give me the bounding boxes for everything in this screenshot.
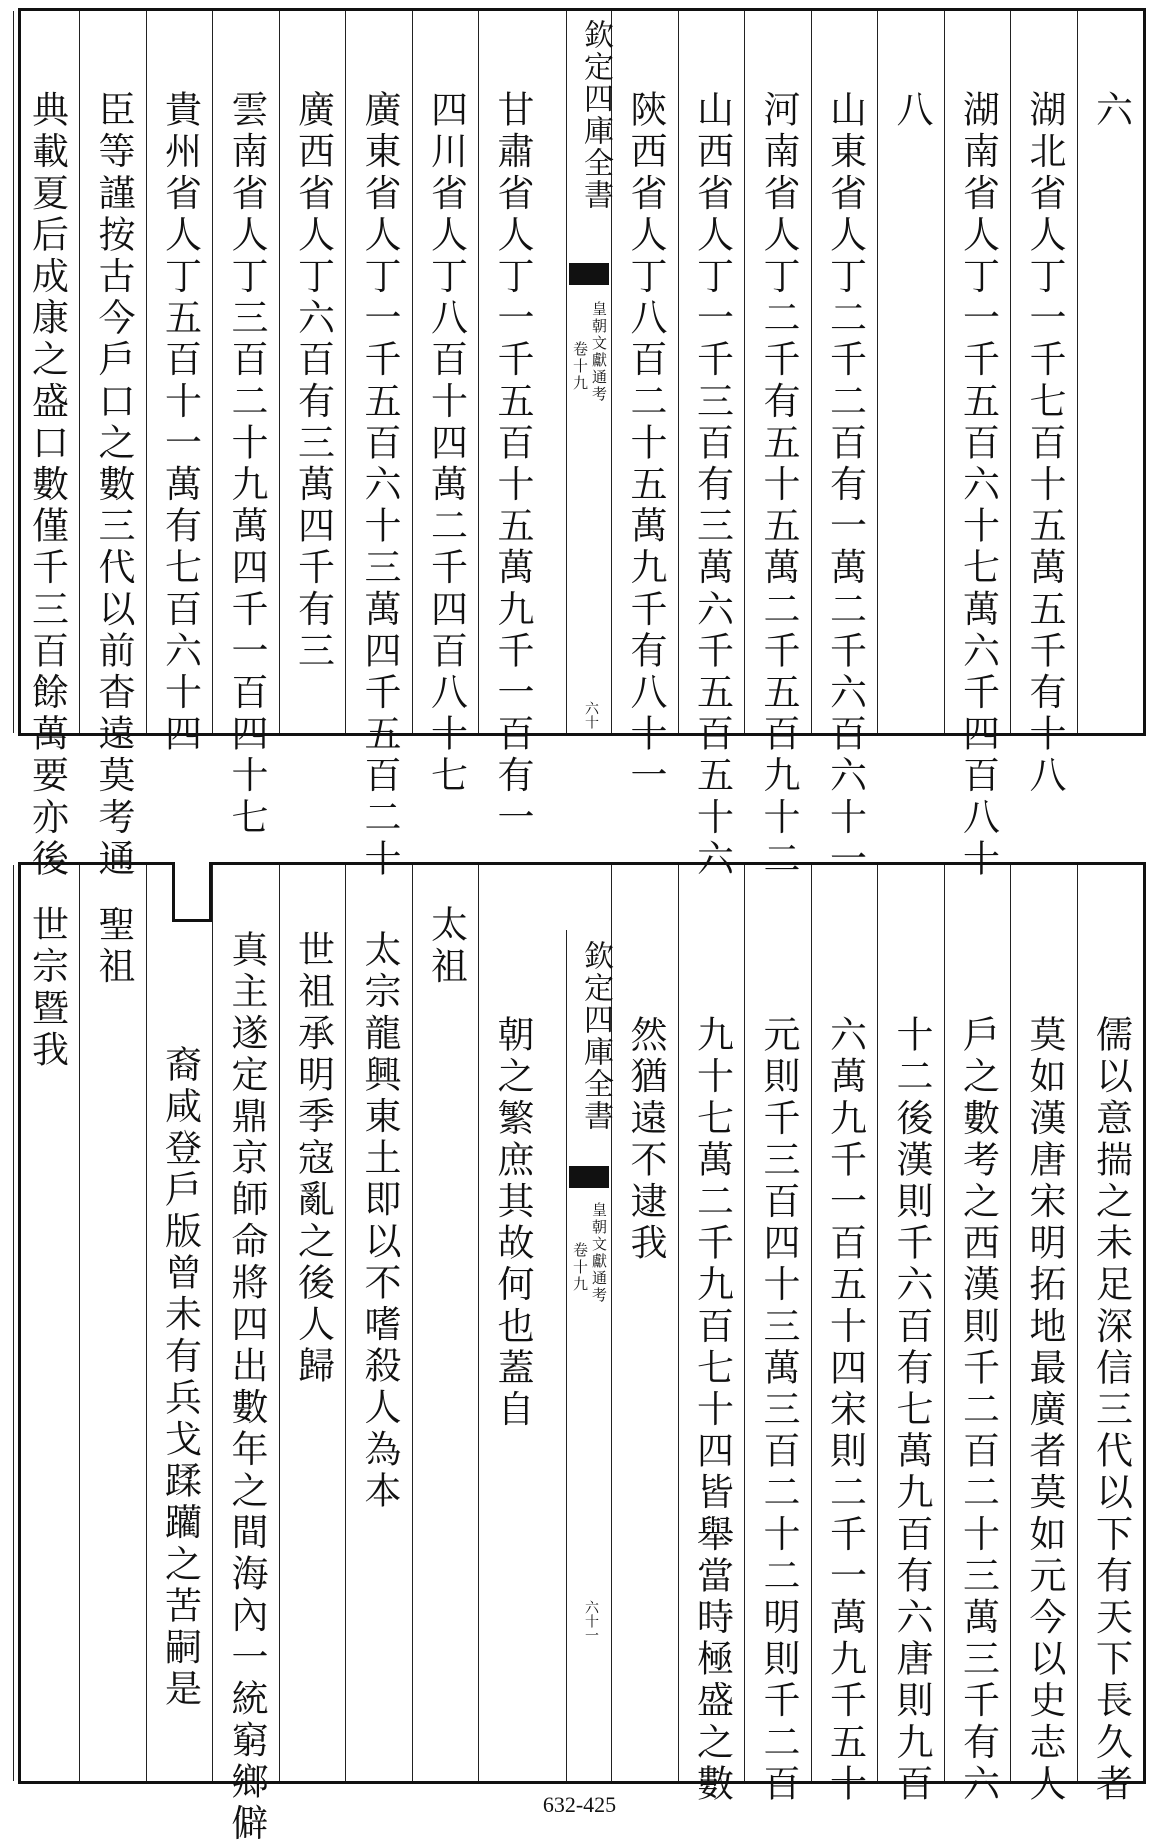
text-column: 世宗暨我 [25,905,69,1072]
text-column: 朝之繁庶其故何也蓋自 [491,1015,534,1431]
text-column: 莫如漢唐宋明拓地最廣者莫如元今以史志人 [1023,1015,1066,1806]
text-column: 十二後漢則千六百有七萬九百有六唐則九百 [890,1015,933,1806]
fish-tail-ornament [569,1166,609,1188]
text-column: 六 [1089,90,1133,132]
text-column: 九十七萬二千九百七十四皆舉當時極盛之數 [690,1015,734,1806]
text-column: 世祖承明季寇亂之後人歸 [291,930,335,1388]
page-footer-number: 632-425 [542,1792,617,1817]
text-column: 山東省人丁二千二百有一萬二千六百六十一 [823,90,867,881]
top-page-number: 六十 [583,701,599,729]
text-column: 真主遂定鼎京師命將四出數年之間海內一統窮鄉僻 [225,930,268,1845]
column-rule [79,865,146,1781]
text-column: 甘肅省人丁一千五百十五萬九千一百有一 [491,90,534,839]
text-column: 臣等謹按古今戶口之數三代以前杳遠莫考通 [92,90,135,881]
column-rule [412,865,479,1781]
text-column: 裔咸登戶版曾未有兵戈蹂躪之苦嗣是 [158,1045,202,1711]
text-column: 雲南省人丁三百二十九萬四千一百四十七 [225,90,268,839]
column-rule [611,865,678,1781]
text-column: 太祖 [424,905,468,989]
text-column: 太宗龍興東土即以不嗜殺人為本 [358,930,401,1513]
text-column: 元則千三百四十三萬三百二十二明則千二百 [757,1015,800,1806]
text-column: 湖南省人丁一千五百六十七萬六千四百八十 [956,90,1000,881]
text-column: 戶之數考之西漢則千二百二十三萬三千有六 [956,1015,1000,1806]
top-header-title: 欽定四庫全書 [578,19,613,211]
text-column: 廣東省人丁一千五百六十三萬四千五百二十 [358,90,401,881]
top-volume: 卷十九 [571,341,589,392]
text-column: 湖北省人丁一千七百十五萬五千有十八 [1023,90,1066,798]
bottom-header-title: 欽定四庫全書 [578,940,613,1132]
fish-tail-ornament [569,263,609,285]
text-column: 典載夏后成康之盛口數僅千三百餘萬要亦後 [25,90,69,881]
text-column: 聖祖 [92,905,135,989]
text-column: 四川省人丁八百十四萬二千四百八十七 [424,90,468,798]
text-column: 河南省人丁二千有五十五萬二千五百九十二 [757,90,800,881]
text-column: 儒以意揣之未足深信三代以下有天下長久者 [1089,1015,1133,1806]
top-center-strip [566,11,612,733]
bottom-volume: 卷十九 [571,1242,589,1293]
bottom-page-number: 六十一 [583,1600,599,1642]
top-book-title: 皇朝文獻通考 [590,301,608,403]
text-column: 廣西省人丁六百有三萬四千有三 [291,90,335,673]
text-column: 六萬九千一百五十四宋則二千一萬九千五十 [823,1015,867,1806]
text-column: 山西省人丁一千三百有三萬六千五百五十六 [690,90,734,881]
text-column: 貴州省人丁五百十一萬有七百六十四 [158,90,202,756]
bottom-book-title: 皇朝文獻通考 [590,1202,608,1304]
text-column: 陝西省人丁八百二十五萬九千有八十一 [624,90,667,798]
text-column: 八 [890,90,933,132]
bottom-center-strip [566,930,612,1781]
text-column: 然猶遠不逮我 [624,1015,667,1265]
